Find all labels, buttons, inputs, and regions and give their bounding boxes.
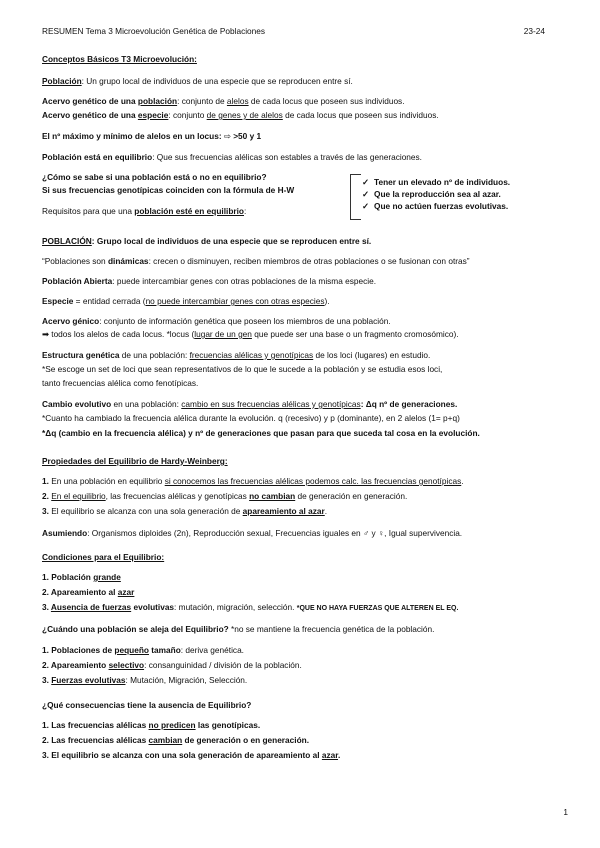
page-number: 1 (563, 807, 568, 817)
loci-note: *Se escoge un set de loci que sean representativos de lo que le sucede a la población y se estudia esos loci, (42, 364, 443, 374)
bracket-divider (350, 174, 361, 220)
definition-poblacion: Población: Un grupo local de individuos de una especie que se reproducen entre sí. (42, 76, 353, 86)
aleja-question: ¿Cuándo una población se aleja del Equilibrio? *no se mantiene la frecuencia genética de la población. (42, 624, 435, 634)
hw-heading: Propiedades del Equilibrio de Hardy-Weinberg: (42, 456, 228, 466)
aleja-item: 3. Fuerzas evolutivas: Mutación, Migración, Selección. (42, 675, 248, 685)
question-equilibrio: ¿Cómo se sabe si una población está o no en equilibrio? (42, 172, 267, 182)
consecuencia-item: 2. Las frecuencias alélicas cambian de generación o en generación. (42, 735, 310, 745)
requirements-list (362, 176, 510, 212)
requirement-item: ✓ Tener un elevado nº de individuos. (362, 177, 511, 187)
consecuencias-heading: ¿Qué consecuencias tiene la ausencia de Equilibrio? (42, 700, 252, 710)
hw-item: 3. El equilibrio se alcanza con una sola generación de apareamiento al azar. (42, 506, 328, 516)
section-heading: Conceptos Básicos T3 Microevolución: (42, 54, 197, 64)
loci-note-cont: tanto frecuencias alélica como fenotípicas. (42, 378, 199, 388)
hw-item: 1. En una población en equilibrio si conocemos las frecuencias alélicas podemos calc. las frecuencias genotípicas. (42, 476, 464, 486)
condicion-item: 3. Ausencia de fuerzas evolutivas: mutación, migración, selección. *QUE NO HAYA FUERZAS QUE ALTEREN EL EQ. (42, 602, 459, 612)
dinamicas-quote: “Poblaciones son dinámicas: crecen o disminuyen, reciben miembros de otras poblaciones o se fusionan con otras” (42, 256, 470, 266)
asumiendo-line: Asumiendo: Organismos diploides (2n), Reproducción sexual, Frecuencias iguales en ♂ y ♀, Igual supervivencia. (42, 528, 463, 538)
check-icon: ✓ (362, 189, 369, 199)
condicion-item: 1. Población grande (42, 572, 121, 582)
hw-item: 2. En el equilibrio, las frecuencias alélicas y genotípicas no cambian de generación en generación. (42, 491, 408, 501)
condicion-item: 2. Apareamiento al azar (42, 587, 135, 597)
alelos-locus-line: El nº máximo y mínimo de alelos en un locus: ⇨ >50 y 1 (42, 131, 262, 141)
cambio-note-2: *Δq (cambio en la frecuencia alélica) y nº de generaciones que pasan para que suceda tal cosa en la evolución. (42, 428, 480, 438)
cambio-evolutivo: Cambio evolutivo en una población: cambio en sus frecuencias alélicas y genotípicas: Δq nº de generaciones. (42, 399, 458, 409)
equilibrio-line: Población está en equilibrio: Que sus frecuencias alélicas son estables a través de las generaciones. (42, 152, 422, 162)
header-title: RESUMEN Tema 3 Microevolución Genética de Poblaciones (42, 26, 266, 36)
poblacion-abierta: Población Abierta: puede intercambiar genes con otras poblaciones de la misma especie. (42, 276, 377, 286)
condiciones-heading: Condiciones para el Equilibrio: (42, 552, 165, 562)
cambio-note-1: *Cuanto ha cambiado la frecuencia alélica durante la evolución. q (recesivo) y p (dominante), en 2 alelos (1= p+q) (42, 413, 460, 423)
consecuencia-item: 1. Las frecuencias alélicas no predicen las genotípicas. (42, 720, 261, 730)
answer-hw: Si sus frecuencias genotípicas coinciden con la fórmula de H-W (42, 185, 295, 195)
requirement-item: ✓ Que no actúen fuerzas evolutivas. (362, 201, 509, 211)
requisitos-line: Requisitos para que una población esté en equilibrio: (42, 206, 247, 216)
header-year: 23-24 (523, 26, 545, 36)
check-icon: ✓ (362, 177, 369, 187)
acervo-genico: Acervo génico: conjunto de información genética que poseen los miembros de una población. (42, 316, 391, 326)
check-icon: ✓ (362, 201, 369, 211)
poblacion-heading: POBLACIÓN: Grupo local de individuos de una especie que se reproducen entre sí. (42, 236, 372, 246)
estructura-genetica: Estructura genética de una población: frecuencias alélicas y genotípicas de los loci (lugares) en estudio. (42, 350, 431, 360)
arrow-right-icon: ➡ (42, 329, 52, 339)
definition-acervo-poblacion: Acervo genético de una población: conjunto de alelos de cada locus que poseen sus individuos. (42, 96, 405, 106)
definition-acervo-especie: Acervo genético de una especie: conjunto de genes y de alelos de cada locus que poseen sus individuos. (42, 110, 439, 120)
especie-line: Especie = entidad cerrada (no puede intercambiar genes con otras especies). (42, 296, 330, 306)
aleja-item: 1. Poblaciones de pequeño tamaño: deriva genética. (42, 645, 244, 655)
consecuencia-item: 3. El equilibrio se alcanza con una sola generación de apareamiento al azar. (42, 750, 341, 760)
alelos-locus-detail: ➡ todos los alelos de cada locus. *locus (lugar de un gen que puede ser una base o un fragmento cromosómico). (42, 329, 459, 339)
requirement-item: ✓ Que la reproducción sea al azar. (362, 189, 501, 199)
aleja-item: 2. Apareamiento selectivo: consanguinidad / división de la población. (42, 660, 302, 670)
